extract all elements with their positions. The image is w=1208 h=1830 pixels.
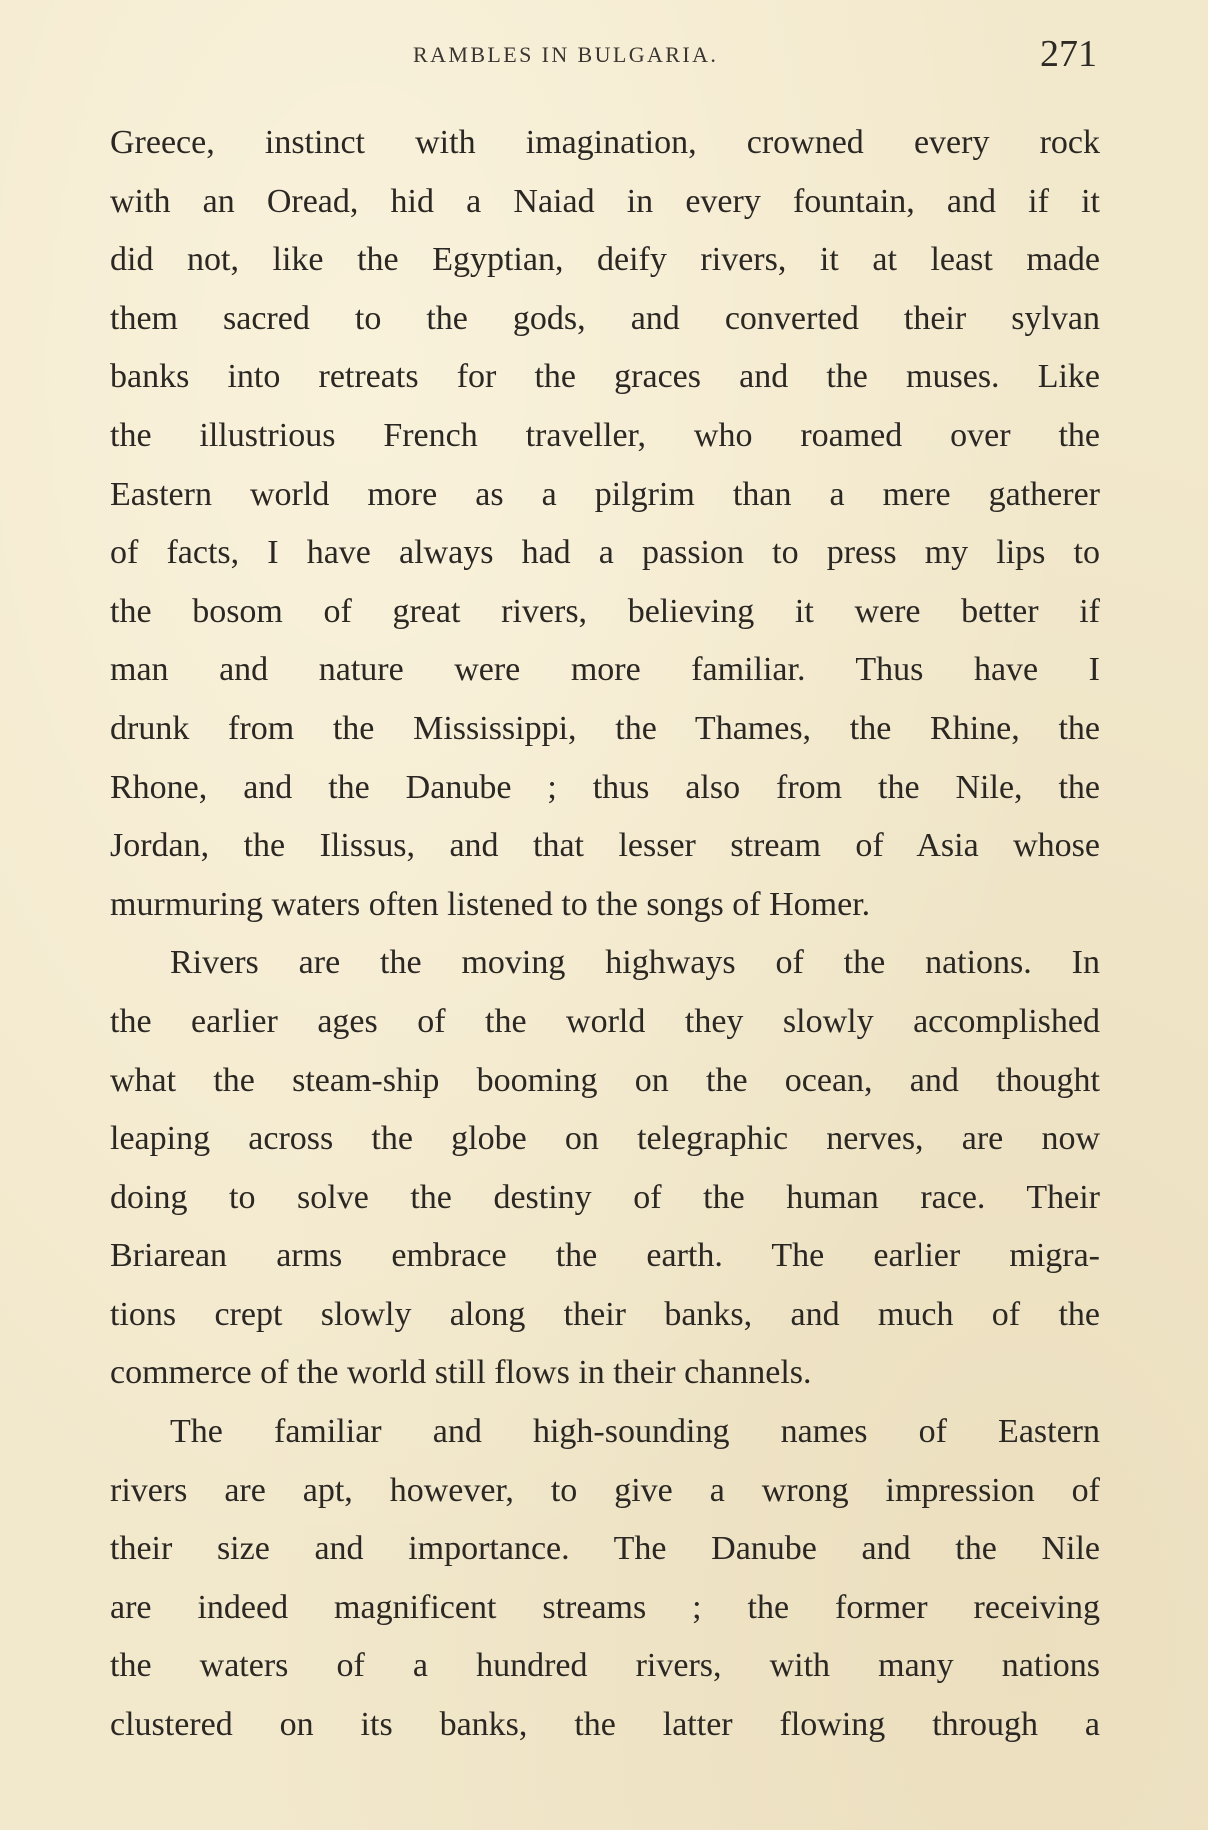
text-line: doing to solve the destiny of the human race. Their xyxy=(110,1178,1100,1216)
text-line: rivers are apt, however, to give a wrong impression of xyxy=(110,1471,1100,1509)
running-title: RAMBLES IN BULGARIA. xyxy=(413,42,719,67)
text-line: of facts, I have always had a passion to press my lips to xyxy=(110,534,1100,572)
text-line: banks into retreats for the graces and the muses. Like xyxy=(110,358,1100,396)
text-line: Eastern world more as a pilgrim than a mere gatherer xyxy=(110,475,1100,513)
text-line: with an Oread, hid a Naiad in every fountain, and if it xyxy=(110,182,1100,220)
text-line: the waters of a hundred rivers, with many nations xyxy=(110,1647,1100,1685)
text-line: their size and importance. The Danube and the Nile xyxy=(110,1530,1100,1568)
running-head xyxy=(0,33,1208,88)
text-line: drunk from the Mississippi, the Thames, the Rhine, the xyxy=(110,709,1100,747)
text-line: the bosom of great rivers, believing it were better if xyxy=(110,592,1100,630)
text-line: them sacred to the gods, and converted their sylvan xyxy=(110,299,1100,337)
text-line: the illustrious French traveller, who roamed over the xyxy=(110,416,1100,454)
page-number: 271 xyxy=(1040,33,1097,75)
text-line: clustered on its banks, the latter flowing through a xyxy=(110,1706,1100,1744)
paragraph-2 xyxy=(110,934,1100,1403)
paragraph-3 xyxy=(110,1403,1100,1755)
text-line: Briarean arms embrace the earth. The earlier migra- xyxy=(110,1237,1100,1275)
text-line: The familiar and high-sounding names of Eastern xyxy=(170,1413,1100,1451)
text-line: tions crept slowly along their banks, and much of the xyxy=(110,1295,1100,1333)
text-line: Rivers are the moving highways of the nations. In xyxy=(170,944,1100,982)
text-line: are indeed magnificent streams ; the former receiving xyxy=(110,1588,1100,1626)
text-line: did not, like the Egyptian, deify rivers, it at least made xyxy=(110,241,1100,279)
text-line: leaping across the globe on telegraphic nerves, are now xyxy=(110,1120,1100,1158)
text-line: the earlier ages of the world they slowly accomplished xyxy=(110,1002,1100,1040)
body-text xyxy=(110,114,1100,1755)
text-line: man and nature were more familiar. Thus have I xyxy=(110,651,1100,689)
text-line: Greece, instinct with imagination, crowned every rock xyxy=(110,124,1100,161)
text-line: Rhone, and the Danube ; thus also from the Nile, the xyxy=(110,768,1100,806)
text-line: Jordan, the Ilissus, and that lesser stream of Asia whose xyxy=(110,827,1100,865)
text-line: commerce of the world still flows in their channels. xyxy=(110,1354,812,1392)
text-line: what the steam-ship booming on the ocean, and thought xyxy=(110,1061,1100,1099)
paragraph-1 xyxy=(110,114,1100,934)
text-line: murmuring waters often listened to the songs of Homer. xyxy=(110,885,871,923)
